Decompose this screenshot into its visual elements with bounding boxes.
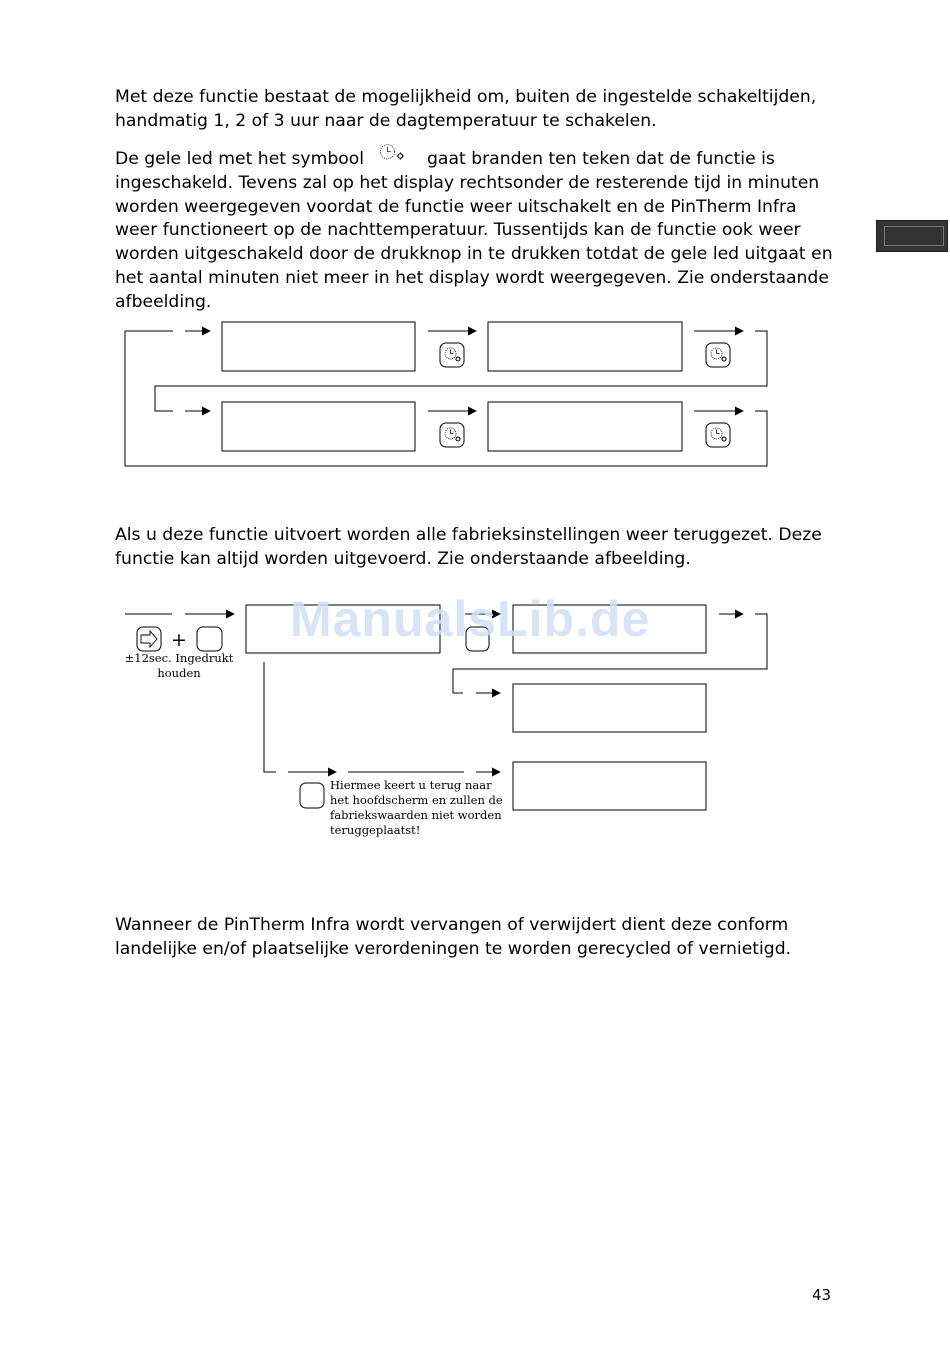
display-box-2 <box>488 322 682 371</box>
arrow-button-icon <box>137 627 161 651</box>
clock-sun-icon <box>370 146 422 164</box>
intro-paragraph: Met deze functie bestaat de mogelijkheid om, buiten de ingestelde schakeltijden, handmatig 1, 2 of 3 uur naar de dagtemperatuur te schakelen. <box>115 87 817 131</box>
blank-button-icon <box>197 627 222 651</box>
disposal-paragraph: Wanneer de PinTherm Infra wordt vervangen of verwijdert dient deze conform landelijke en/of plaatselijke verordeningen te worden gerecycled of vernietigd. <box>115 915 792 959</box>
reset-display-box-bottom <box>513 762 706 810</box>
clock-button-icon <box>706 423 730 447</box>
reset-display-box-middle <box>513 684 706 732</box>
page-number: 43 <box>812 1286 832 1304</box>
section-tab-marker <box>876 220 948 252</box>
return-note: Hiermee keert u terug naar het hoofdscherm en zullen de fabriekswaarden niet worden teruggeplaatst! <box>330 778 503 837</box>
clock-button-icon <box>440 423 464 447</box>
clock-button-icon <box>440 343 464 367</box>
plus-sign: + <box>171 629 187 651</box>
cycle-diagram <box>0 300 950 480</box>
display-box-3 <box>222 402 415 451</box>
watermark: ManualsLib.de <box>290 591 651 647</box>
clock-button-icon <box>706 343 730 367</box>
display-box-1 <box>222 322 415 371</box>
blank-button-icon <box>300 783 324 808</box>
led-text-before: De gele led met het symbool <box>115 149 365 169</box>
led-text-after: gaat branden ten teken dat de functie is ingeschakeld. Tevens zal op het display rechtsonder de resterende tijd in minuten worden weergegeven voordat de functie weer uitschakelt en de PinTherm Infra weer functioneert op de nachttemperatuur. Tussentijds kan de functie ook weer worden uitgeschakeld door de drukknop in te drukken totdat de gele led uitgaat en het aantal minuten niet meer in het display wordt weergegeven. Zie onderstaande afbeelding. <box>115 149 833 312</box>
factory-reset-paragraph: Als u deze functie uitvoert worden alle fabrieksinstellingen weer teruggezet. Deze functie kan altijd worden uitgevoerd. Zie onderstaande afbeelding. <box>115 525 822 569</box>
display-box-4 <box>488 402 682 451</box>
led-description-paragraph <box>115 146 835 315</box>
hold-label: ±12sec. Ingedrukt houden <box>124 651 234 680</box>
